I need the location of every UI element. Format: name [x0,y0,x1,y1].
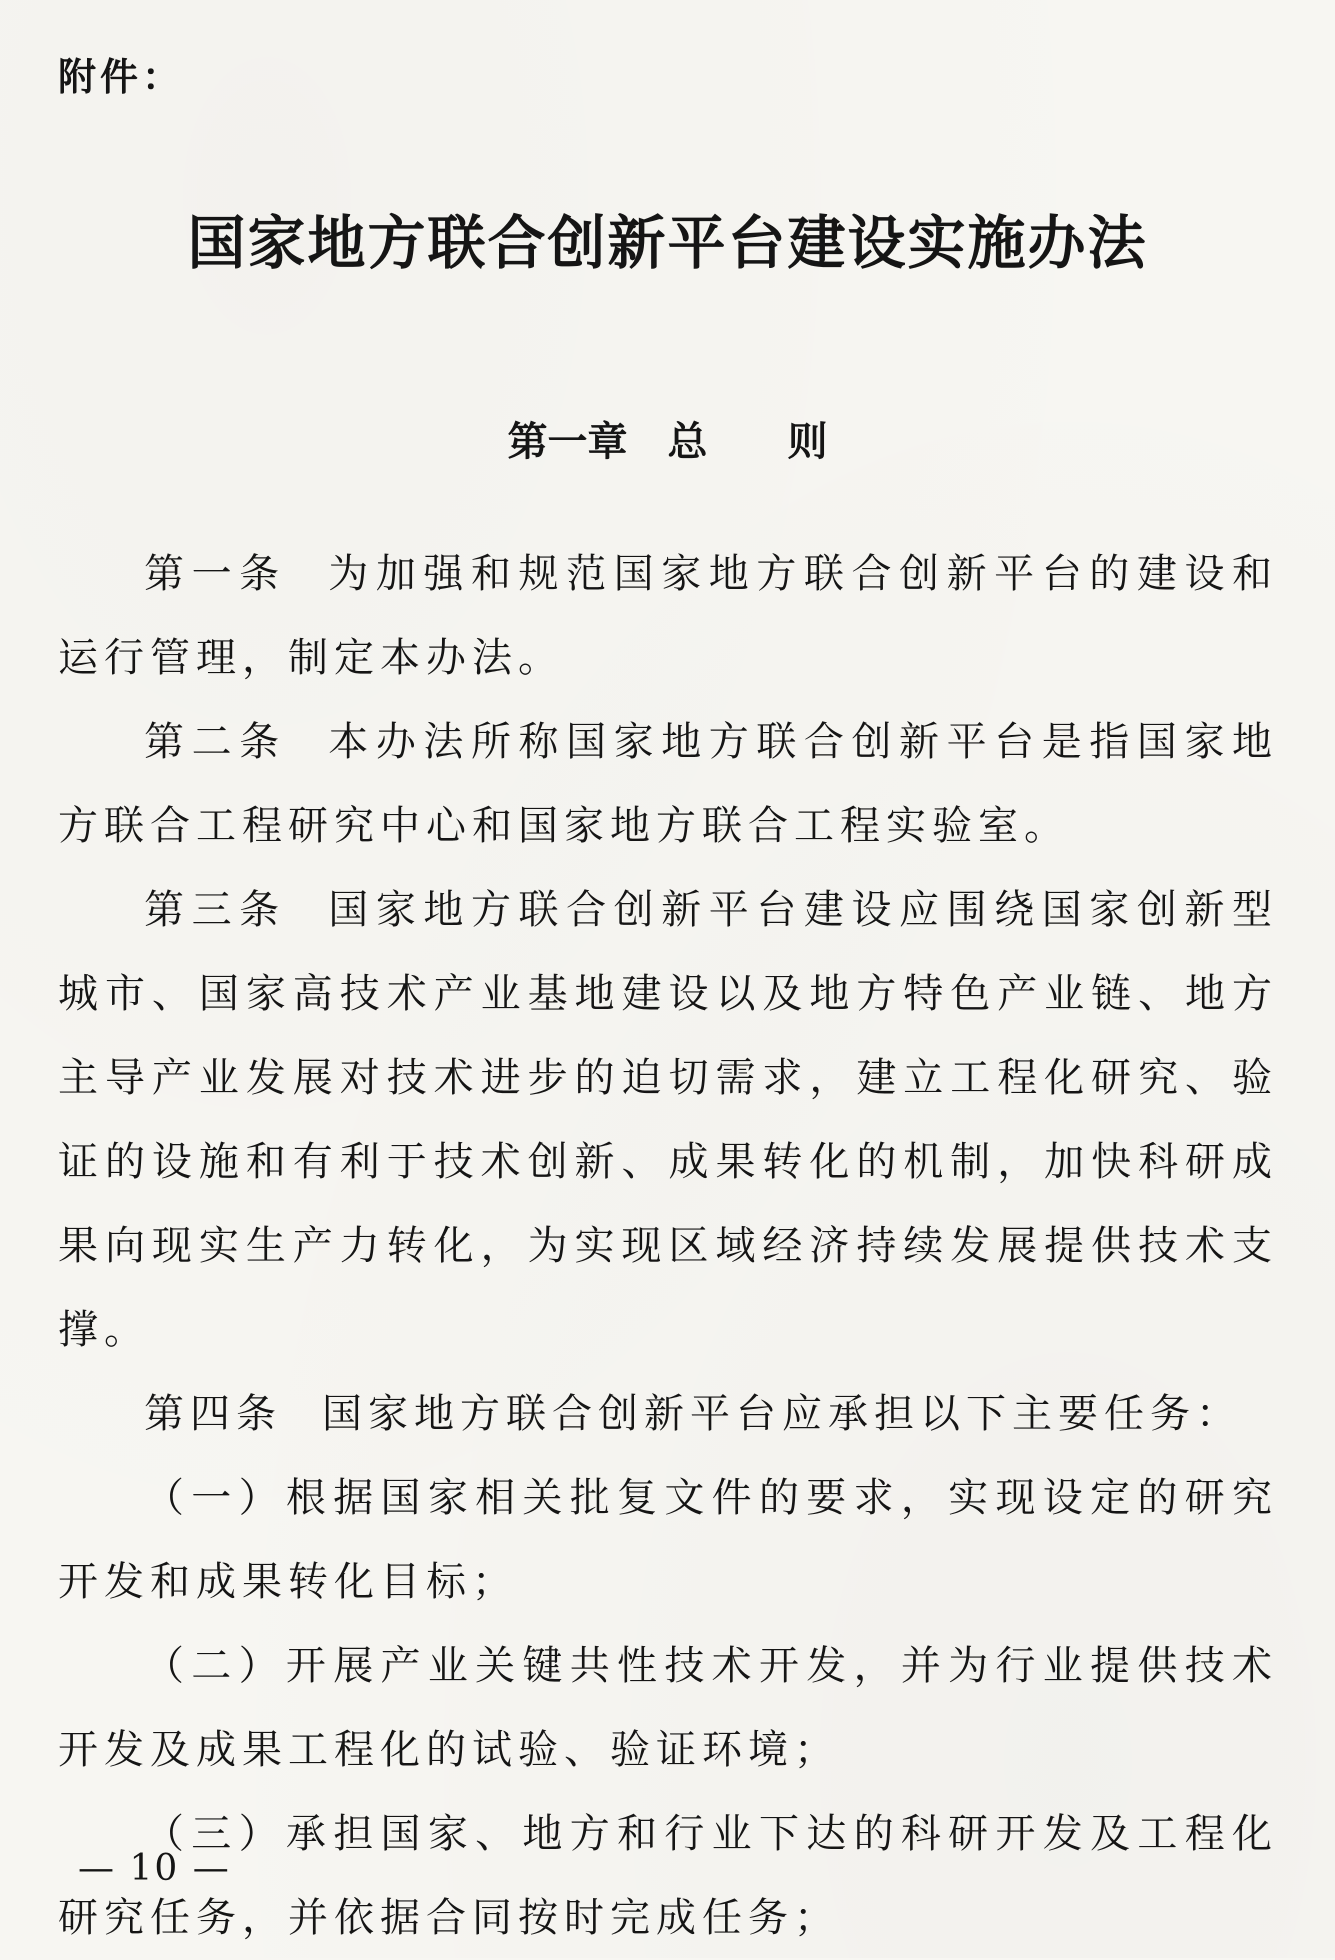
list-item: （二）开展产业关键共性技术开发，并为行业提供技术开发及成果工程化的试验、验证环境； [58,1643,1278,1773]
article-text: 国家地方联合创新平台应承担以下主要任务： [322,1391,1242,1437]
article-label: 第二条 [144,719,287,765]
document-title: 国家地方联合创新平台建设实施办法 [187,209,1148,277]
article-1 [58,532,1278,700]
page-number: — 10 — [78,1848,231,1889]
list-item: （一）根据国家相关批复文件的要求，实现设定的研究开发和成果转化目标； [58,1475,1278,1605]
article-text: 国家地方联合创新平台建设应围绕国家创新型城市、国家高技术产业基地建设以及地方特色产业链、地方主导产业发展对技术进步的迫切需求，建立工程化研究、验证的设施和有利于技术创新、成果转化的机制，加快科研成果向现实生产力转化，为实现区域经济持续发展提供技术支撑。 [58,887,1279,1353]
list-item: （三）承担国家、地方和行业下达的科研开发及工程化研究任务，并依据合同按时完成任务； [58,1811,1278,1941]
article-2 [58,700,1278,868]
article-label: 第四条 [144,1391,282,1437]
document-body [58,532,1278,1960]
article-label: 第一条 [144,551,287,597]
article-3 [58,868,1278,1372]
article-4 [58,1372,1278,1456]
article-text: 为加强和规范国家地方联合创新平台的建设和运行管理，制定本办法。 [58,551,1279,681]
article-label: 第三条 [144,887,287,933]
article-text: 本办法所称国家地方联合创新平台是指国家地方联合工程研究中心和国家地方联合工程实验室。 [58,719,1279,849]
chapter-heading: 第一章 总 则 [507,419,828,465]
attachment-label: 附件： [58,55,185,99]
